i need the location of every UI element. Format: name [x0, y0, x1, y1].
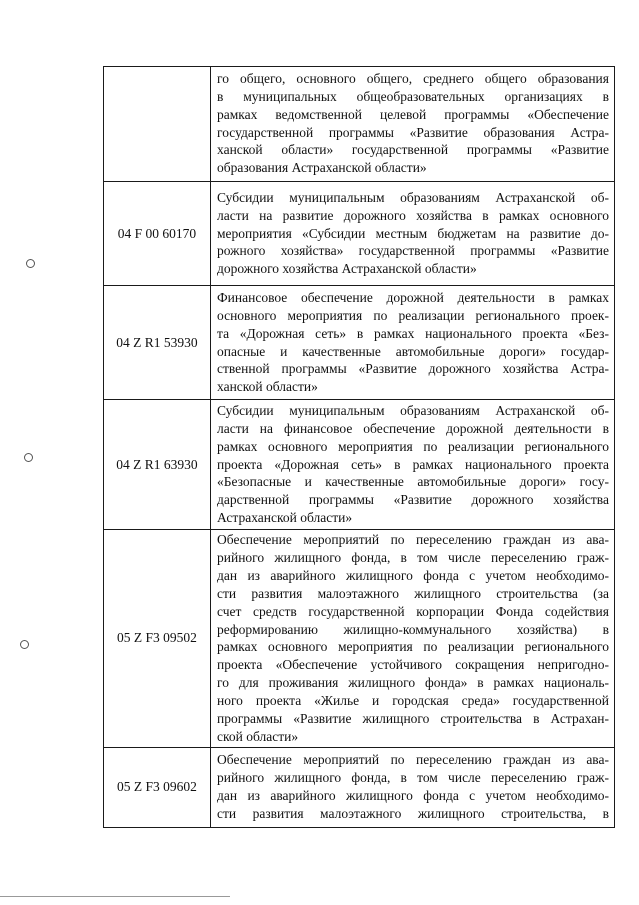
description-line: образования Астраханской области» — [217, 160, 427, 176]
description-line: «Безопасные и качественные автомобильные дороги» госу- — [217, 474, 609, 490]
description-line: рамках ведомственной целевой программы «Обеспечение — [217, 106, 609, 122]
description-line: та «Дорожная сеть» в рамках национального проекта «Без- — [217, 325, 609, 341]
description-line: ской области» — [217, 728, 299, 744]
code-cell: 04 F 00 60170 — [104, 182, 211, 286]
description-cell — [211, 400, 615, 530]
budget-classification-table — [103, 66, 615, 828]
code-cell — [104, 67, 211, 182]
description-line: мероприятия «Субсидии местным бюджетам на развитие до- — [217, 225, 609, 241]
description-line: проекта «Дорожная сеть» в рамках национального проекта — [217, 456, 609, 472]
description-line: ласти на развитие дорожного хозяйства в рамках основного — [217, 207, 609, 223]
description-line: го общего, основного общего, среднего общего образования — [217, 70, 609, 86]
footer-rule — [0, 896, 230, 897]
description-cell — [211, 67, 615, 182]
description-line: опасные и качественные автомобильные дороги» государ- — [217, 343, 609, 359]
description-cell — [211, 530, 615, 748]
description-line: дарственной программы «Развитие дорожного хозяйства — [217, 492, 609, 508]
description-line: ханской области» — [217, 379, 318, 395]
description-line: ханской области» государственной программы «Развитие — [217, 142, 609, 158]
description-line: Астраханской области» — [217, 510, 353, 526]
description-line: ного проекта «Жилье и городская среда» государственной — [217, 693, 609, 709]
description-line: счет средств государственной корпорации Фонда содействия — [217, 603, 609, 619]
description-line: рамках основного мероприятия по реализации регионального — [217, 438, 609, 454]
table-row — [104, 67, 615, 182]
description-line: сти развития малоэтажного жилищного строительства (за — [217, 585, 609, 601]
description-line: программы «Развитие жилищного строительства в Астрахан- — [217, 711, 609, 727]
description-line: дан из аварийного жилищного фонда с учетом необходимо- — [217, 567, 609, 583]
description-line: ласти на финансовое обеспечение дорожной деятельности в — [217, 420, 609, 436]
description-line: реформированию жилищно-коммунального хозяйства) в — [217, 621, 609, 637]
binder-hole-mark — [20, 640, 29, 649]
description-line: рожного хозяйства» государственной программы «Развитие — [217, 243, 609, 259]
binder-hole-mark — [24, 453, 33, 462]
description-line: проекта «Обеспечение устойчивого сокращения непригодно- — [217, 657, 609, 673]
description-line: Финансовое обеспечение дорожной деятельности в рамках — [217, 289, 609, 305]
description-line: Субсидии муниципальным образованиям Астраханской об- — [217, 402, 609, 418]
description-cell — [211, 747, 615, 827]
description-line: дан из аварийного жилищного фонда с учетом необходимо- — [217, 787, 609, 803]
table-row — [104, 747, 615, 827]
table-row — [104, 286, 615, 400]
table-row — [104, 182, 615, 286]
description-line: дорожного хозяйства Астраханской области» — [217, 261, 477, 277]
description-line: Обеспечение мероприятий по переселению граждан из ава- — [217, 532, 609, 547]
code-cell: 05 Z F3 09502 — [104, 530, 211, 748]
description-cell — [211, 286, 615, 400]
description-line: рийного жилищного фонда, в том числе переселению граж- — [217, 549, 609, 565]
code-cell: 04 Z R1 53930 — [104, 286, 211, 400]
description-cell — [211, 182, 615, 286]
description-line: основного мероприятия по реализации регионального проек- — [217, 307, 609, 323]
description-line: Субсидии муниципальным образованиям Астраханской об- — [217, 189, 609, 205]
code-cell: 04 Z R1 63930 — [104, 400, 211, 530]
description-line: рийного жилищного фонда, в том числе переселению граж- — [217, 769, 609, 785]
description-line: государственной программы «Развитие образования Астра- — [217, 124, 609, 140]
description-line: ственной программы «Развитие дорожного хозяйства Астра- — [217, 361, 609, 377]
description-line: сти развития малоэтажного жилищного строительства, в — [217, 805, 609, 821]
table-row — [104, 530, 615, 748]
description-line: в муниципальных общеобразовательных организациях в — [217, 88, 609, 104]
description-line: рамках основного мероприятия по реализации регионального — [217, 639, 609, 655]
code-cell: 05 Z F3 09602 — [104, 747, 211, 827]
table-row — [104, 400, 615, 530]
binder-hole-mark — [26, 259, 35, 268]
description-line: Обеспечение мероприятий по переселению граждан из ава- — [217, 752, 609, 768]
description-line: го для проживания жилищного фонда» в рамках националь- — [217, 675, 609, 691]
